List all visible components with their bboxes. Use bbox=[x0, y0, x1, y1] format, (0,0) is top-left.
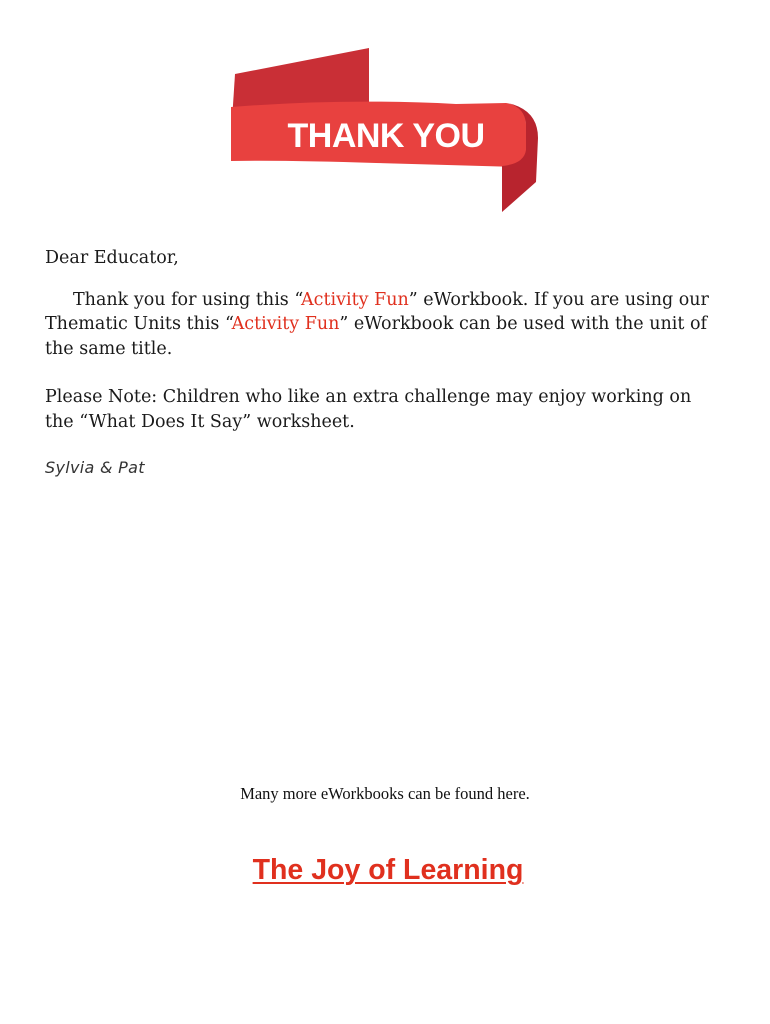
intro-text-3: ” eWorkbook can be used with the unit of the same title. bbox=[45, 314, 707, 359]
banner-text: THANK YOU bbox=[287, 117, 485, 155]
thank-you-banner bbox=[226, 46, 544, 216]
letter-body bbox=[45, 246, 725, 434]
intro-text-2: ” eWorkbook. If you are using our Thematic Units this “ bbox=[45, 289, 709, 334]
highlight-activity-fun-1: Activity Fun bbox=[301, 289, 409, 310]
signature: Sylvia & Pat bbox=[45, 458, 145, 477]
intro-text-1: Thank you for using this “ bbox=[73, 289, 302, 310]
highlight-activity-fun-2: Activity Fun bbox=[231, 314, 340, 334]
joy-of-learning-link[interactable]: The Joy of Learning bbox=[252, 854, 524, 886]
salutation: Dear Educator, bbox=[45, 248, 179, 268]
more-eworkbooks-note: Many more eWorkbooks can be found here. bbox=[240, 784, 530, 803]
intro-paragraph bbox=[45, 288, 725, 362]
please-note-paragraph: Please Note: Children who like an extra challenge may enjoy working on the “What Does It Say” worksheet. bbox=[45, 387, 692, 432]
